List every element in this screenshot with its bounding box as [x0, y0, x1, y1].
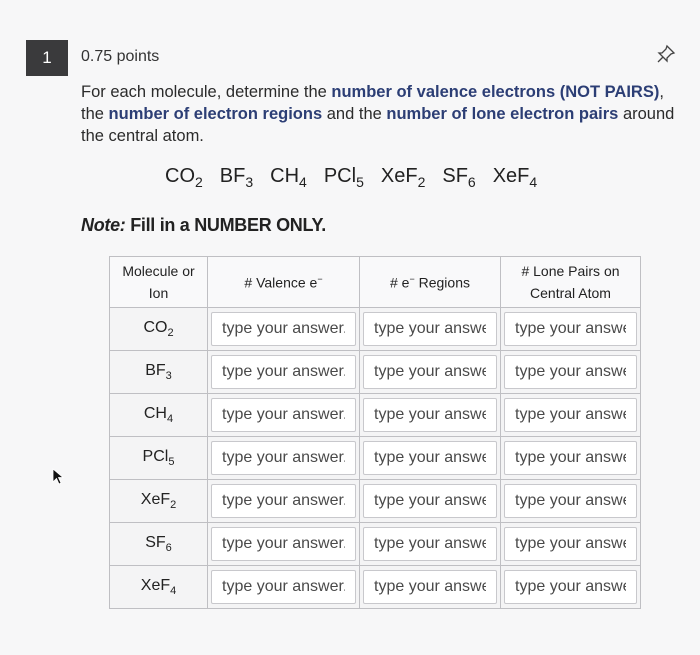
regions-cell [360, 437, 501, 480]
molecule-cell: PCl$_5$ [110, 437, 208, 480]
molecule-formula: PCl$_5$ [323, 165, 364, 190]
header-regions: # e− Regions [360, 257, 501, 308]
molecule-formula: $SF_6$ [442, 165, 476, 190]
table-row [110, 437, 641, 480]
question-number-badge: 1 [26, 40, 68, 76]
valence-cell [208, 437, 360, 480]
lone-pairs-cell [501, 394, 641, 437]
valence-answer-input[interactable] [211, 570, 356, 604]
valence-answer-input[interactable] [211, 441, 356, 475]
regions-cell [360, 566, 501, 609]
table-header-row [110, 257, 641, 308]
regions-answer-input[interactable] [363, 441, 497, 475]
header-lone-pairs: # Lone Pairs on Central Atom [501, 257, 641, 308]
emphasis-lone-pairs: number of lone electron pairs [386, 105, 619, 123]
valence-cell [208, 566, 360, 609]
lone-pairs-cell [501, 308, 641, 351]
mouse-cursor-icon [52, 468, 66, 486]
lone-pairs-cell [501, 523, 641, 566]
lone-pairs-cell [501, 566, 641, 609]
emphasis-valence: number of valence electrons (NOT PAIRS) [331, 83, 660, 101]
molecule-cell: XeF$_4$ [110, 566, 208, 609]
question-prompt: For each molecule, determine the number of valence electrons (NOT PAIRS), the number of electron regions and the number of lone electron pairs around the central atom. [81, 83, 675, 145]
regions-cell [360, 523, 501, 566]
table-row [110, 308, 641, 351]
regions-cell [360, 480, 501, 523]
valence-cell [208, 308, 360, 351]
lone-pairs-answer-input[interactable] [504, 570, 637, 604]
molecule-cell: $SF_6$ [110, 523, 208, 566]
valence-answer-input[interactable] [211, 355, 356, 389]
molecule-cell: $CH_4$ [110, 394, 208, 437]
lone-pairs-answer-input[interactable] [504, 484, 637, 518]
molecule-cell: $BF_3$ [110, 351, 208, 394]
regions-answer-input[interactable] [363, 527, 497, 561]
answer-table [109, 256, 641, 609]
molecule-cell: $CO_2$ [110, 308, 208, 351]
lone-pairs-answer-input[interactable] [504, 355, 637, 389]
table-row [110, 480, 641, 523]
lone-pairs-cell [501, 480, 641, 523]
valence-answer-input[interactable] [211, 527, 356, 561]
valence-answer-input[interactable] [211, 312, 356, 346]
header-molecule: Molecule or Ion [110, 257, 208, 308]
regions-answer-input[interactable] [363, 312, 497, 346]
regions-answer-input[interactable] [363, 484, 497, 518]
regions-cell [360, 394, 501, 437]
emphasis-regions: number of electron regions [108, 105, 323, 123]
lone-pairs-answer-input[interactable] [504, 527, 637, 561]
table-row [110, 351, 641, 394]
question-points: 0.75 points [81, 48, 160, 65]
valence-cell [208, 394, 360, 437]
lone-pairs-answer-input[interactable] [504, 312, 637, 346]
lone-pairs-cell [501, 351, 641, 394]
valence-answer-input[interactable] [211, 398, 356, 432]
note: Note: Fill in a NUMBER ONLY. [81, 215, 326, 235]
valence-cell [208, 523, 360, 566]
molecule-formula: $BF_3$ [219, 165, 254, 190]
molecule-formula: XeF$_2$ [380, 165, 426, 190]
molecule-formula: $CH_4$ [270, 165, 307, 190]
regions-answer-input[interactable] [363, 355, 497, 389]
molecule-formula: XeF$_4$ [492, 165, 538, 190]
table-row [110, 566, 641, 609]
valence-answer-input[interactable] [211, 484, 356, 518]
pin-icon[interactable] [656, 44, 676, 64]
table-row [110, 394, 641, 437]
header-valence: # Valence e− [208, 257, 360, 308]
valence-cell [208, 351, 360, 394]
regions-answer-input[interactable] [363, 570, 497, 604]
lone-pairs-cell [501, 437, 641, 480]
molecule-cell: XeF$_2$ [110, 480, 208, 523]
molecule-list [165, 165, 554, 190]
molecule-formula: $CO_2$ [165, 165, 203, 190]
lone-pairs-answer-input[interactable] [504, 398, 637, 432]
table-row [110, 523, 641, 566]
regions-cell [360, 351, 501, 394]
regions-answer-input[interactable] [363, 398, 497, 432]
lone-pairs-answer-input[interactable] [504, 441, 637, 475]
regions-cell [360, 308, 501, 351]
valence-cell [208, 480, 360, 523]
